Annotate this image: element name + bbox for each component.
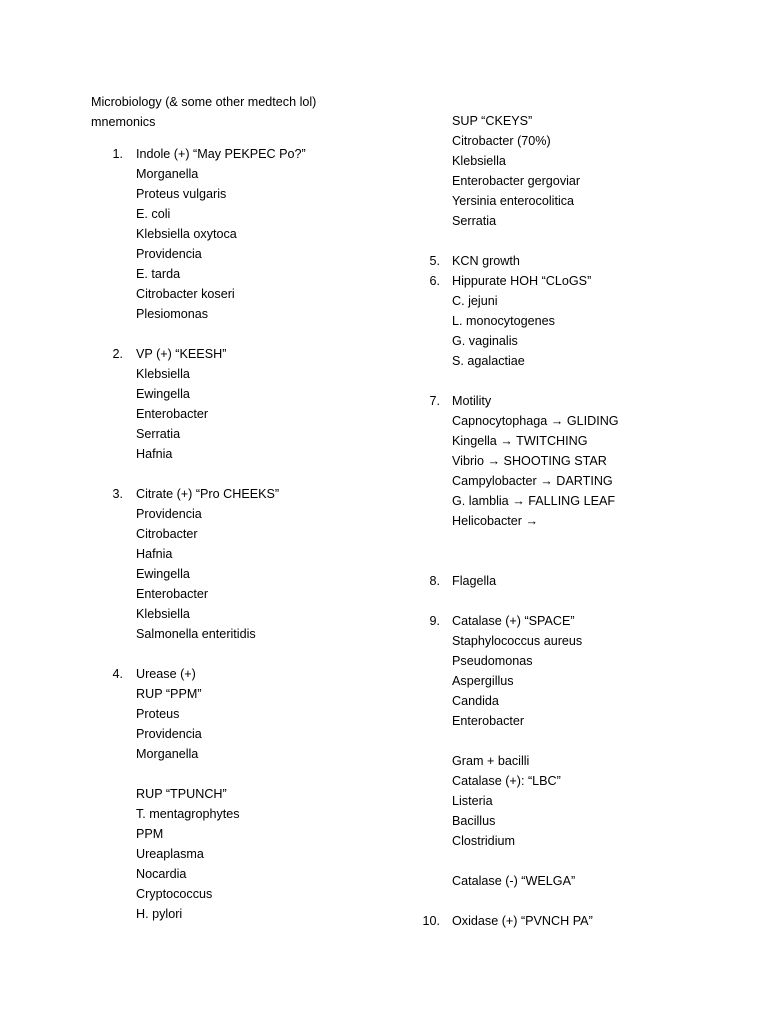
document-title	[91, 92, 421, 132]
right-list-item: Capnocytophaga → GLIDING	[452, 414, 619, 428]
right-item-heading: Hippurate HOH “CLoGS”	[452, 274, 592, 288]
right-item-number: 6.	[429, 274, 440, 288]
left-list-item: Enterobacter	[136, 407, 209, 421]
right-list-item: Gram + bacilli	[452, 754, 530, 768]
right-list-item: Enterobacter	[452, 714, 525, 728]
left-list-item: Ewingella	[136, 567, 190, 581]
left-list-item: Proteus vulgaris	[136, 187, 227, 201]
left-list-item: Ureaplasma	[136, 847, 204, 861]
right-item-number: 9.	[429, 614, 440, 628]
left-list-item: Salmonella enteritidis	[136, 627, 256, 641]
right-list-item: Helicobacter →	[452, 514, 539, 528]
left-list-item: Serratia	[136, 427, 181, 441]
right-item-heading: Catalase (+) “SPACE”	[452, 614, 575, 628]
left-list-item: T. mentagrophytes	[136, 807, 240, 821]
left-list-item: Morganella	[136, 747, 199, 761]
right-list-item: Pseudomonas	[452, 654, 533, 668]
right-list-item: Klebsiella	[452, 154, 506, 168]
left-list-item: Proteus	[136, 707, 180, 721]
left-list-item: Enterobacter	[136, 587, 209, 601]
right-list-item: Bacillus	[452, 814, 496, 828]
left-item-heading: Citrate (+) “Pro CHEEKS”	[136, 487, 280, 501]
right-item-number: 5.	[429, 254, 440, 268]
left-list-item: Providencia	[136, 507, 202, 521]
right-list-item: C. jejuni	[452, 294, 498, 308]
right-list-item: Enterobacter gergoviar	[452, 174, 581, 188]
right-list-item: S. agalactiae	[452, 354, 525, 368]
right-list-item: G. lamblia → FALLING LEAF	[452, 494, 616, 508]
left-item-number: 1.	[112, 147, 123, 161]
left-list-item: RUP “PPM”	[136, 687, 202, 701]
left-list-item: H. pylori	[136, 907, 183, 921]
left-list-item: Hafnia	[136, 547, 173, 561]
left-list-item: Providencia	[136, 247, 202, 261]
left-list-item: Klebsiella oxytoca	[136, 227, 237, 241]
right-list-item: Candida	[452, 694, 499, 708]
right-list-item: G. vaginalis	[452, 334, 518, 348]
left-list-item: Plesiomonas	[136, 307, 209, 321]
left-item-heading: Urease (+)	[136, 667, 196, 681]
left-list-item: Klebsiella	[136, 607, 190, 621]
right-list-item: Staphylococcus aureus	[452, 634, 583, 648]
left-list-item: Citrobacter	[136, 527, 198, 541]
right-list-item: Vibrio → SHOOTING STAR	[452, 454, 607, 468]
right-item-heading: Flagella	[452, 574, 497, 588]
title-line-1: Microbiology (& some other medtech lol)	[91, 95, 317, 109]
right-item-number: 8.	[429, 574, 440, 588]
left-list-item: E. coli	[136, 207, 171, 221]
left-list-item: RUP “TPUNCH”	[136, 787, 227, 801]
right-list-item: Kingella → TWITCHING	[452, 434, 588, 448]
right-item-number: 7.	[429, 394, 440, 408]
right-list-item: Listeria	[452, 794, 493, 808]
right-list-item: Yersinia enterocolitica	[452, 194, 575, 208]
right-list-item: Catalase (+): “LBC”	[452, 774, 561, 788]
right-list-item: Clostridium	[452, 834, 515, 848]
left-list-item: E. tarda	[136, 267, 181, 281]
title-line-2: mnemonics	[91, 115, 156, 129]
left-list-item: Nocardia	[136, 867, 187, 881]
right-list-item: Campylobacter → DARTING	[452, 474, 613, 488]
right-item-heading: KCN growth	[452, 254, 520, 268]
left-list-item: Klebsiella	[136, 367, 190, 381]
left-list-item: Hafnia	[136, 447, 173, 461]
right-list-item: SUP “CKEYS”	[452, 114, 533, 128]
left-list-item: Citrobacter koseri	[136, 287, 235, 301]
right-list-item: Aspergillus	[452, 674, 514, 688]
left-list-item: Providencia	[136, 727, 202, 741]
left-list-item: Morganella	[136, 167, 199, 181]
right-list-item: L. monocytogenes	[452, 314, 555, 328]
left-item-number: 4.	[112, 667, 123, 681]
right-item-heading: Oxidase (+) “PVNCH PA”	[452, 914, 593, 928]
left-list-item: PPM	[136, 827, 164, 841]
right-item-heading: Motility	[452, 394, 492, 408]
left-item-number: 3.	[112, 487, 123, 501]
left-item-number: 2.	[112, 347, 123, 361]
right-list-item: Serratia	[452, 214, 497, 228]
right-item-number: 10.	[422, 914, 440, 928]
left-item-heading: Indole (+) “May PEKPEC Po?”	[136, 147, 306, 161]
left-item-heading: VP (+) “KEESH”	[136, 347, 227, 361]
right-list-item: Citrobacter (70%)	[452, 134, 551, 148]
left-list-item: Ewingella	[136, 387, 190, 401]
right-list-item: Catalase (-) “WELGA”	[452, 874, 576, 888]
left-list-item: Cryptococcus	[136, 887, 213, 901]
